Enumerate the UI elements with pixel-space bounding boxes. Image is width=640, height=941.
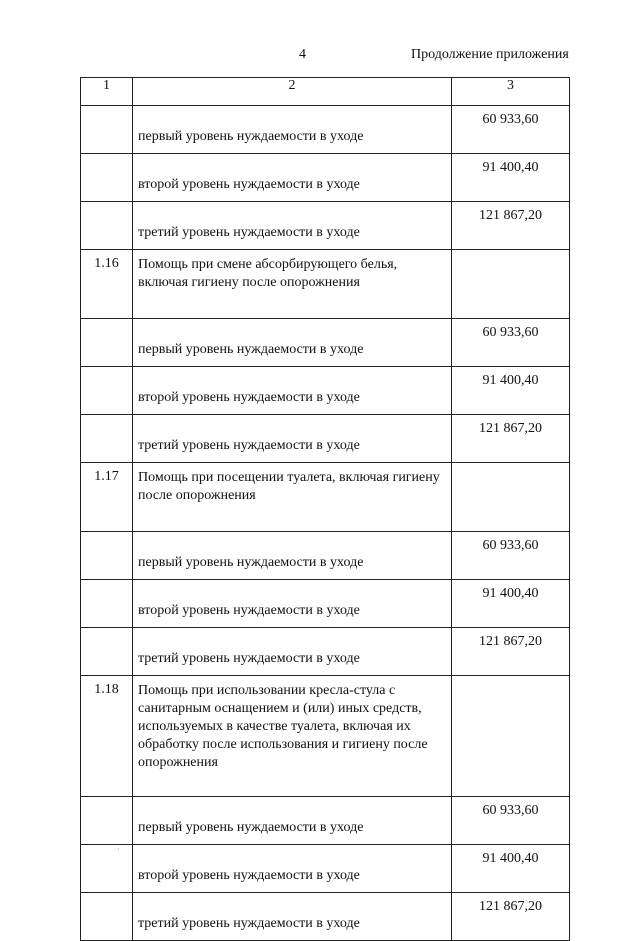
amount-cell: 121 867,20 — [452, 415, 570, 463]
amount-cell: 91 400,40 — [452, 580, 570, 628]
description-cell: третий уровень нуждаемости в уходе — [133, 628, 452, 676]
table-row — [81, 202, 570, 250]
description-cell: первый уровень нуждаемости в уходе — [133, 532, 452, 580]
column-header-1: 1 — [81, 78, 133, 106]
description-cell: третий уровень нуждаемости в уходе — [133, 415, 452, 463]
row-number-cell: 1.16 — [81, 250, 133, 319]
amount-cell — [452, 250, 570, 319]
table-row — [81, 367, 570, 415]
table-row — [81, 154, 570, 202]
table-row — [81, 628, 570, 676]
description-cell: первый уровень нуждаемости в уходе — [133, 106, 452, 154]
row-number-cell — [81, 893, 133, 941]
table-row — [81, 106, 570, 154]
row-number-cell — [81, 580, 133, 628]
description-cell: второй уровень нуждаемости в уходе — [133, 154, 452, 202]
table-row — [81, 319, 570, 367]
amount-cell: 91 400,40 — [452, 154, 570, 202]
description-cell: Помощь при использовании кресла-стула с санитарным оснащением и (или) иных средств, используемых в качестве туалета, включая их обработку после использования и гигиену после опорожнения — [133, 676, 452, 797]
table-row — [81, 893, 570, 941]
description-cell: третий уровень нуждаемости в уходе — [133, 893, 452, 941]
row-number-cell — [81, 845, 133, 893]
table-row — [81, 676, 570, 797]
description-cell: Помощь при посещении туалета, включая гигиену после опорожнения — [133, 463, 452, 532]
stray-mark: · — [117, 845, 120, 854]
row-number-cell — [81, 319, 133, 367]
description-cell: второй уровень нуждаемости в уходе — [133, 580, 452, 628]
amount-cell: 121 867,20 — [452, 893, 570, 941]
amount-cell — [452, 463, 570, 532]
table-row — [81, 845, 570, 893]
amount-cell — [452, 676, 570, 797]
description-cell: второй уровень нуждаемости в уходе — [133, 367, 452, 415]
page-number: 4 — [299, 47, 306, 62]
tariff-table — [80, 77, 570, 941]
amount-cell: 121 867,20 — [452, 628, 570, 676]
amount-cell: 91 400,40 — [452, 367, 570, 415]
description-cell: третий уровень нуждаемости в уходе — [133, 202, 452, 250]
row-number-cell — [81, 628, 133, 676]
row-number-cell — [81, 202, 133, 250]
row-number-cell — [81, 367, 133, 415]
amount-cell: 60 933,60 — [452, 106, 570, 154]
table-row — [81, 797, 570, 845]
table-row — [81, 415, 570, 463]
description-cell: Помощь при смене абсорбирующего белья, включая гигиену после опорожнения — [133, 250, 452, 319]
amount-cell: 60 933,60 — [452, 532, 570, 580]
row-number-cell — [81, 154, 133, 202]
table-row — [81, 580, 570, 628]
table-row — [81, 250, 570, 319]
row-number-cell — [81, 532, 133, 580]
row-number-cell — [81, 415, 133, 463]
table-header-row — [81, 78, 570, 106]
row-number-cell — [81, 106, 133, 154]
amount-cell: 60 933,60 — [452, 797, 570, 845]
continuation-label: Продолжение приложения — [411, 47, 569, 62]
column-header-2: 2 — [133, 78, 452, 106]
row-number-cell — [81, 797, 133, 845]
row-number-cell: 1.18 — [81, 676, 133, 797]
amount-cell: 91 400,40 — [452, 845, 570, 893]
column-header-3: 3 — [452, 78, 570, 106]
row-number-cell: 1.17 — [81, 463, 133, 532]
description-cell: первый уровень нуждаемости в уходе — [133, 319, 452, 367]
description-cell: второй уровень нуждаемости в уходе — [133, 845, 452, 893]
amount-cell: 60 933,60 — [452, 319, 570, 367]
table-row — [81, 463, 570, 532]
table-row — [81, 532, 570, 580]
description-cell: первый уровень нуждаемости в уходе — [133, 797, 452, 845]
amount-cell: 121 867,20 — [452, 202, 570, 250]
